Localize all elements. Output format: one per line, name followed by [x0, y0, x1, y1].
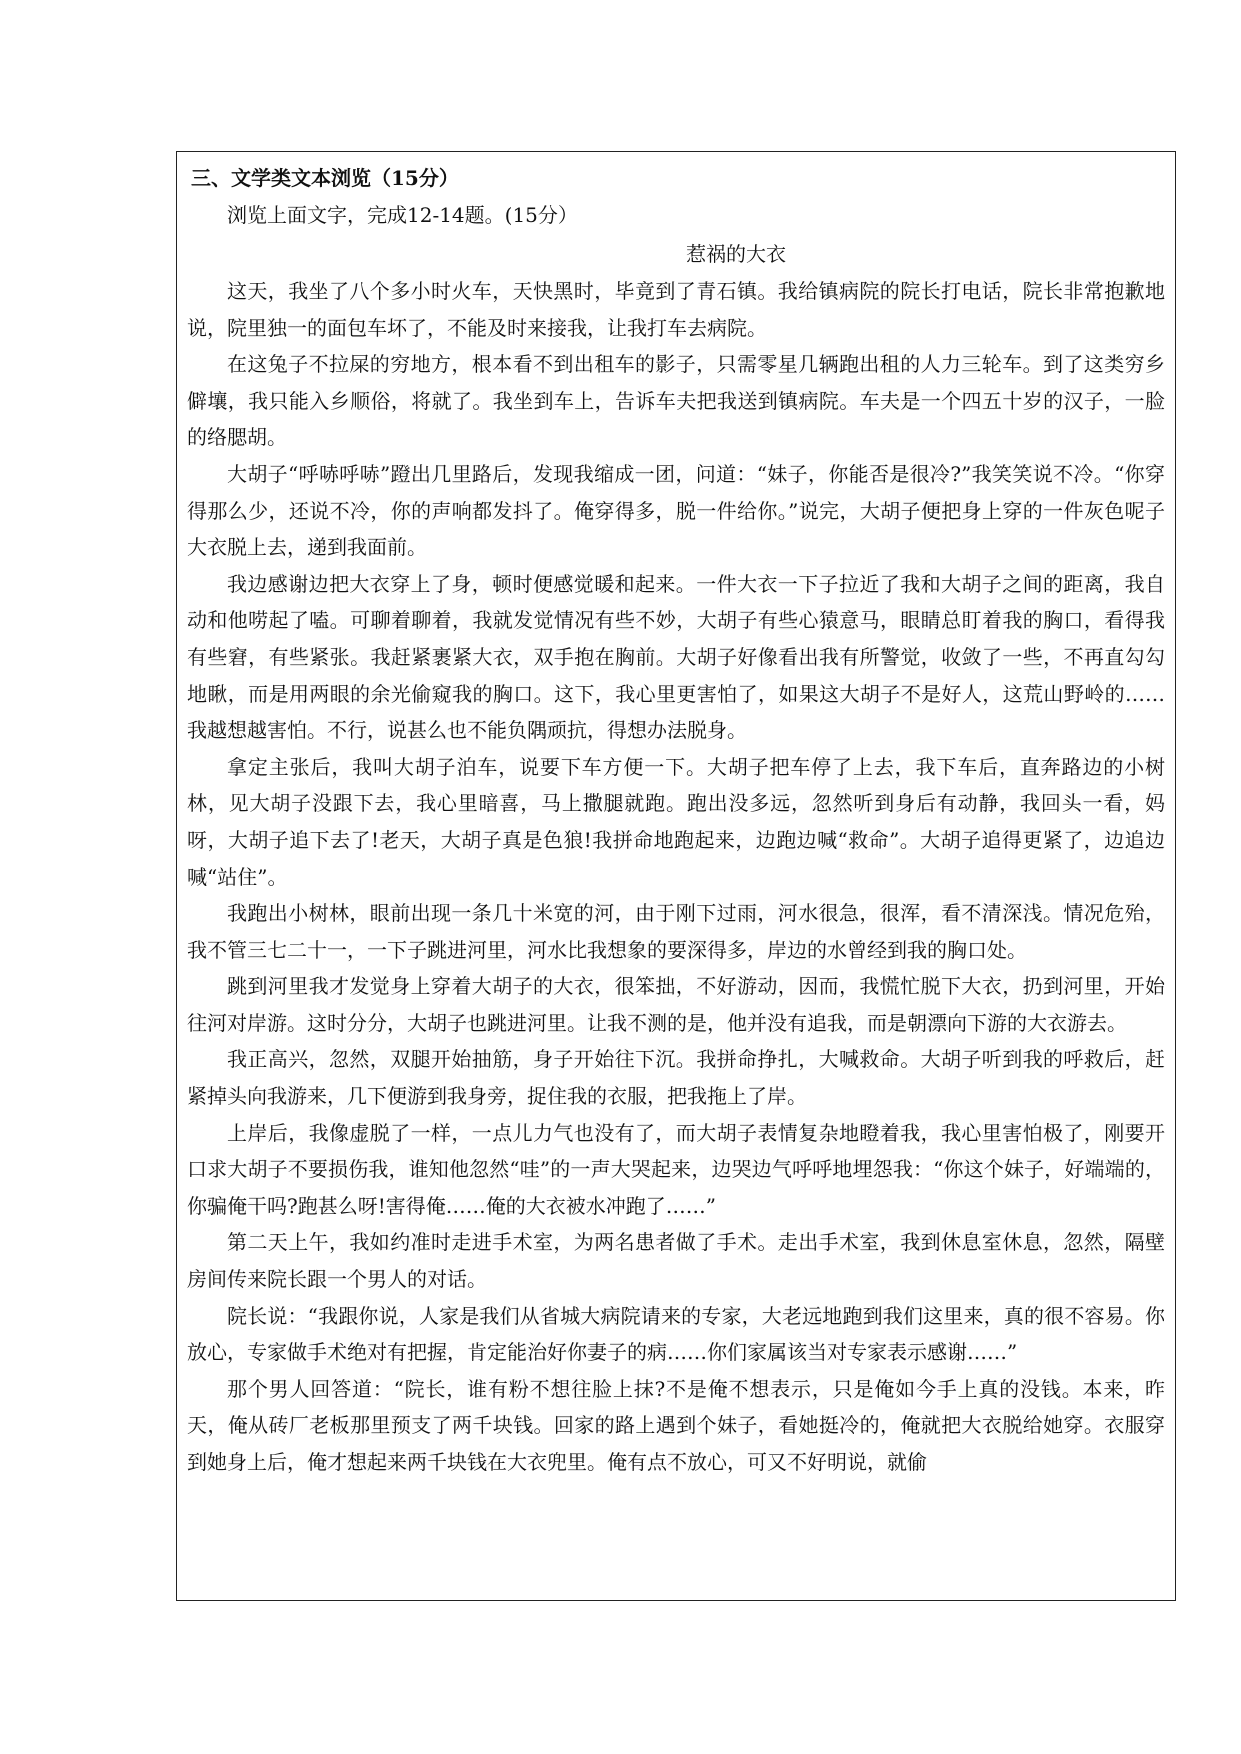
- story-paragraph: 在这兔子不拉屎的穷地方，根本看不到出租车的影子，只需零星几辆跑出租的人力三轮车。到了这类穷乡僻壤，我只能入乡顺俗，将就了。我坐到车上，告诉车夫把我送到镇病院。车夫是一个四五十岁的汉子，一脸的络腮胡。: [187, 352, 1165, 450]
- story-paragraph: 我边感谢边把大衣穿上了身，顿时便感觉暖和起来。一件大衣一下子拉近了我和大胡子之间的距离，我自动和他唠起了嗑。可聊着聊着，我就发觉情况有些不妙，大胡子有些心猿意马，眼睛总盯着我的胸口，看得我有些窘，有些紧张。我赶紧裹紧大衣，双手抱在胸前。大胡子好像看出我有所警觉，收敛了一些，不再直勾勾地瞅，而是用两眼的余光偷窥我的胸口。这下，我心里更害怕了，如果这大胡子不是好人，这荒山野岭的……我越想越害怕。不行，说甚么也不能负隅顽抗，得想办法脱身。: [187, 571, 1165, 743]
- story-paragraph: 这天，我坐了八个多小时火车，天快黑时，毕竟到了青石镇。我给镇病院的院长打电话，院长非常抱歉地说，院里独一的面包车坏了，不能及时来接我，让我打车去病院。: [187, 279, 1165, 340]
- content-frame: [176, 151, 1176, 1601]
- story-paragraph: 大胡子“呼哧呼哧”蹬出几里路后，发现我缩成一团，问道：“妹子，你能否是很冷?”我笑笑说不冷。“你穿得那么少，还说不冷，你的声响都发抖了。俺穿得多，脱一件给你。”说完，大胡子便把身上穿的一件灰色呢子大衣脱上去，递到我面前。: [187, 461, 1165, 560]
- story-paragraph: 拿定主张后，我叫大胡子泊车，说要下车方便一下。大胡子把车停了上去，我下车后，直奔路边的小树林，见大胡子没跟下去，我心里暗喜，马上撒腿就跑。跑出没多远，忽然听到身后有动静，我回头一看，妈呀，大胡子追下去了!老天，大胡子真是色狼!我拼命地跑起来，边跑边喊“救命”。大胡子追得更紧了，边追边喊“站住”。: [187, 754, 1165, 889]
- section-heading: 三、文学类文本浏览（15分）: [191, 166, 459, 190]
- story-paragraph: 跳到河里我才发觉身上穿着大胡子的大衣，很笨拙，不好游动，因而，我慌忙脱下大衣，扔到河里，开始往河对岸游。这时分分，大胡子也跳进河里。让我不测的是，他并没有追我，而是朝漂向下游的大衣游去。: [187, 974, 1165, 1035]
- story-paragraph: 第二天上午，我如约准时走进手术室，为两名患者做了手术。走出手术室，我到休息室休息，忽然，隔壁房间传来院长跟一个男人的对话。: [187, 1230, 1165, 1292]
- story-title: 惹祸的大衣: [686, 242, 786, 266]
- story-paragraph: 那个男人回答道：“院长，谁有粉不想往脸上抹?不是俺不想表示，只是俺如今手上真的没钱。本来，昨天，俺从砖厂老板那里预支了两千块钱。回家的路上遇到个妹子，看她挺冷的，俺就把大衣脱给她穿。衣服穿到她身上后，俺才想起来两千块钱在大衣兜里。俺有点不放心，可又不好明说，就偷: [187, 1376, 1165, 1474]
- story-paragraph: 我正高兴，忽然，双腿开始抽筋，身子开始往下沉。我拼命挣扎，大喊救命。大胡子听到我的呼救后，赶紧掉头向我游来，几下便游到我身旁，捉住我的衣服，把我拖上了岸。: [187, 1047, 1165, 1109]
- story-paragraph: 我跑出小树林，眼前出现一条几十米宽的河，由于刚下过雨，河水很急，很浑，看不清深浅。情况危殆，我不管三七二十一，一下子跳进河里，河水比我想象的要深得多，岸边的水曾经到我的胸口处。: [187, 901, 1165, 962]
- story-paragraph: 院长说：“我跟你说，人家是我们从省城大病院请来的专家，大老远地跑到我们这里来，真的很不容易。你放心，专家做手术绝对有把握，肯定能治好你妻子的病……你们家属该当对专家表示感谢……”: [187, 1303, 1165, 1365]
- story-paragraph: 上岸后，我像虚脱了一样，一点儿力气也没有了，而大胡子表情复杂地瞪着我，我心里害怕极了，刚要开口求大胡子不要损伤我，谁知他忽然“哇”的一声大哭起来，边哭边气呼呼地埋怨我：“你这个妹子，好端端的，你骗俺干吗?跑甚么呀!害得俺……俺的大衣被水冲跑了……”: [187, 1120, 1165, 1218]
- instruction-text: 浏览上面文字，完成12-14题。(15分）: [227, 203, 578, 227]
